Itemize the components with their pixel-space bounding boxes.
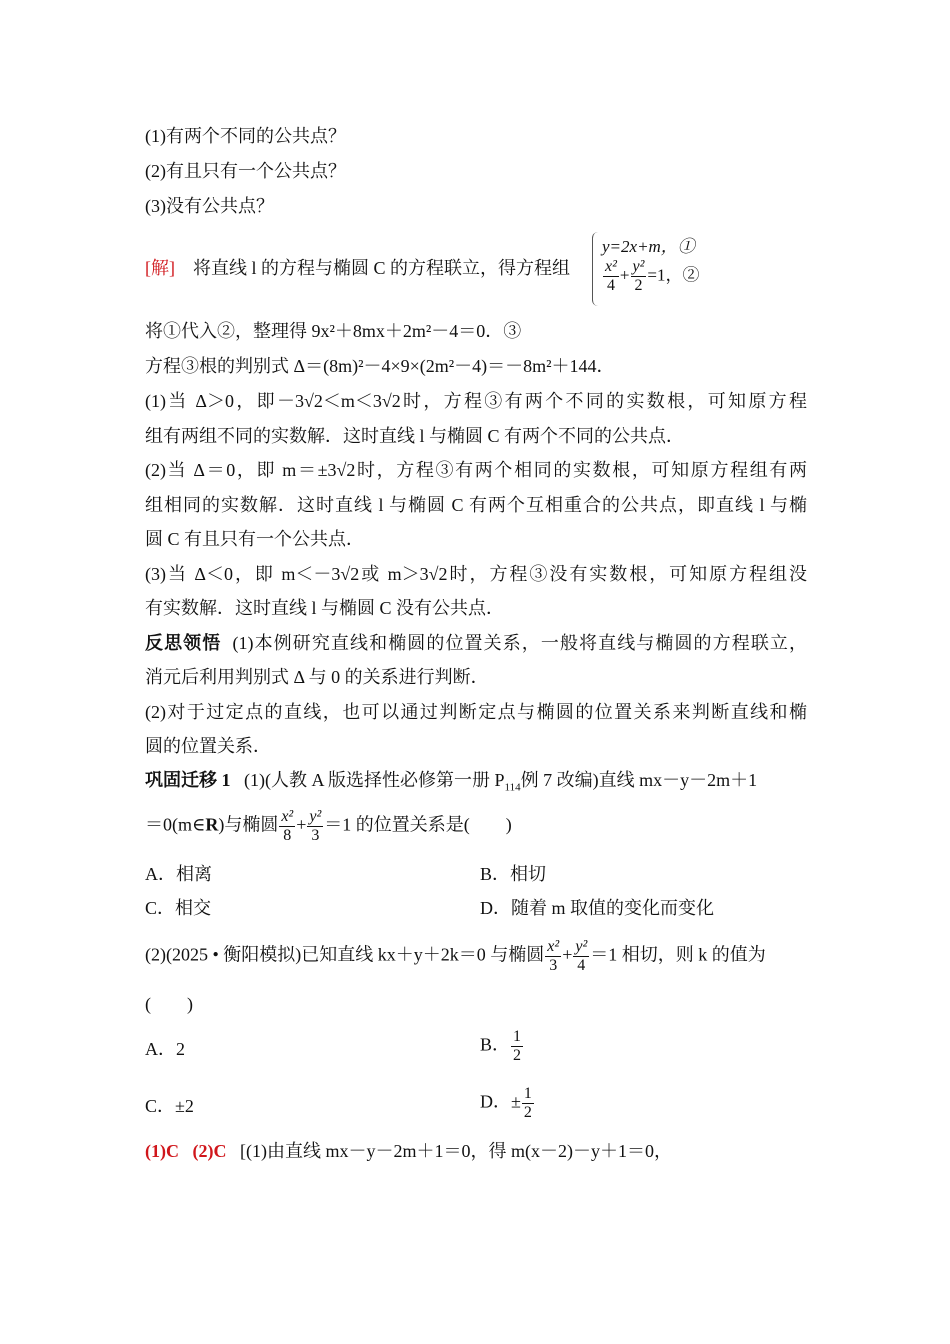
fraction: $\frac{\text{y²}}{4}$ — [575, 938, 588, 974]
solution-line: (3)当 Δ＜0，即 m＜－3√2或 m＞3√2时，方程③没有实数根，可知原方程组没 — [145, 564, 807, 584]
fraction: $\frac{\text{x²}}{4}$ — [605, 258, 617, 294]
solution-line: 圆 C 有且只有一个公共点． — [145, 529, 365, 549]
question-2: (2)有且只有一个公共点？ — [145, 161, 346, 181]
practice-title: 巩固迁移 1 — [145, 770, 231, 790]
answer-2: (2)C — [192, 1141, 227, 1161]
practice-q2-line1: (2)(2025 • 衡阳模拟)已知直线 kx＋y＋2k＝0 与椭圆 $\frac{\text{x²}}{3}$ + $\frac{\text{y²}}{4}$ ＝1 相切，则 k 的值为 — [145, 938, 766, 974]
solution-tag: [解] — [145, 258, 175, 278]
option-d: D．± $\frac{1}{2}$ — [480, 1085, 532, 1121]
reflection-line: (2)对于过定点的直线，也可以通过判断定点与椭圆的位置关系来判断直线和椭 — [145, 702, 807, 722]
solution-line: (1)当 Δ＞0，即－3√2＜m＜3√2时，方程③有两个不同的实数根，可知原方程 — [145, 391, 807, 411]
solution-line: 有实数解．这时直线 l 与椭圆 C 没有公共点． — [145, 598, 505, 618]
fraction: $\frac{\text{x²}}{3}$ — [547, 938, 560, 974]
fraction: $\frac{1}{2}$ — [523, 1085, 532, 1121]
practice-q1-line2: ＝0(m∈R)与椭圆 $\frac{\text{x²}}{8}$ + $\frac{\text{y²}}{3}$ ＝1 的位置关系是( ) — [145, 808, 512, 844]
solution-line: 组有两组不同的实数解．这时直线 l 与椭圆 C 有两个不同的公共点． — [145, 426, 685, 446]
question-3: (3)没有公共点？ — [145, 196, 274, 216]
equation-system-brace — [592, 232, 601, 306]
option-b: B． $\frac{1}{2}$ — [480, 1028, 522, 1064]
equation-2: $\frac{\text{x²}}{4}$ + $\frac{\text{y²}}{2}$ =1，② — [605, 258, 700, 294]
fraction: $\frac{\text{y²}}{3}$ — [309, 808, 322, 844]
fraction: $\frac{\text{x²}}{8}$ — [281, 808, 294, 844]
solution-line: 将①代入②，整理得 9x²＋8mx＋2m²－4＝0．③ — [145, 321, 522, 341]
reflection-line: 圆的位置关系． — [145, 736, 271, 756]
fraction: $\frac{1}{2}$ — [513, 1028, 522, 1064]
solution-line: 组相同的实数解．这时直线 l 与椭圆 C 有两个互相重合的公共点，即直线 l 与椭 — [145, 495, 807, 515]
answer-paren: ( ) — [145, 994, 193, 1014]
option-d: D．随着 m 取值的变化而变化 — [480, 898, 714, 918]
option-a: A．相离 — [145, 864, 212, 884]
option-b: B．相切 — [480, 864, 547, 884]
reflection-title: 反思领悟 — [145, 633, 222, 653]
solution-line: 方程③根的判别式 Δ＝(8m)²－4×9×(2m²－4)＝－8m²＋144． — [145, 356, 615, 376]
answer-line — [145, 1139, 672, 1163]
answer-text: [(1)由直线 mx－y－2m＋1＝0，得 m(x－2)－y＋1＝0， — [240, 1141, 672, 1161]
option-c: C．±2 — [145, 1096, 194, 1116]
fraction: $\frac{\text{y²}}{2}$ — [632, 258, 645, 294]
equation-1: y=2x+m，① — [602, 237, 695, 256]
question-1: (1)有两个不同的公共点？ — [145, 126, 346, 146]
reflection-line: 反思领悟 (1)本例研究直线和椭圆的位置关系，一般将直线与椭圆的方程联立， — [145, 633, 807, 653]
option-c: C．相交 — [145, 898, 212, 918]
solution-intro-text: 将直线 l 的方程与椭圆 C 的方程联立，得方程组 — [193, 258, 571, 278]
solution-intro — [145, 256, 570, 280]
answer-1: (1)C — [145, 1141, 179, 1161]
reflection-line: 消元后利用判别式 Δ 与 0 的关系进行判断． — [145, 667, 489, 687]
practice-q1-line1: 巩固迁移 1 (1)(人教 A 版选择性必修第一册 $P_{114}$例 7 改编)直线 mx－y－2m＋1 — [145, 770, 758, 794]
solution-line: (2)当 Δ＝0，即 m＝±3√2时，方程③有两个相同的实数根，可知原方程组有两 — [145, 460, 807, 480]
option-a: A．2 — [145, 1039, 185, 1059]
